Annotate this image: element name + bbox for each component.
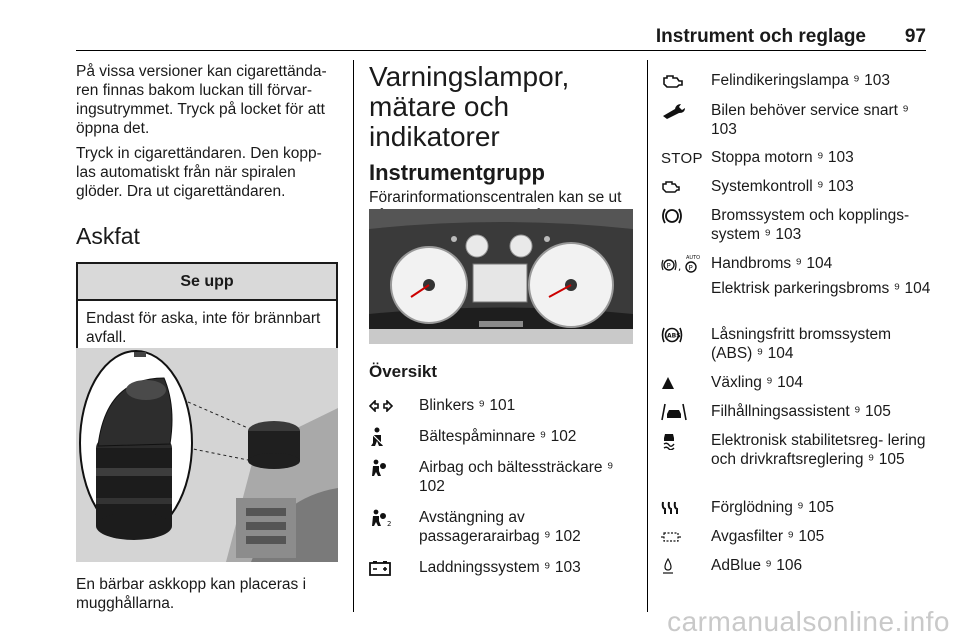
left-column (76, 62, 338, 359)
list-item-text: Blinkers ⁹ 101 (419, 397, 516, 414)
list-item-text: Bilen behöver service snart ⁹ 103 (711, 102, 909, 138)
list-item-text: Stoppa motorn ⁹ 103 (711, 149, 854, 166)
airbag-off-icon (369, 508, 413, 528)
engine-malfunction-icon (661, 71, 705, 91)
middle-column (369, 62, 633, 232)
list-item (369, 396, 639, 427)
glow-plug-icon (661, 498, 705, 518)
caution-text: Endast för aska, inte för brännbart avfall. (86, 310, 321, 346)
svg-text:P: P (688, 264, 693, 272)
list-item-text: Förglödning ⁹ 105 (711, 499, 834, 516)
stop-text: STOP (661, 149, 703, 167)
svg-text:P: P (666, 262, 671, 270)
list-item-text: Bromssystem och kopplings- system ⁹ 103 (711, 207, 910, 243)
lane-assist-icon (661, 402, 705, 422)
header-title: Instrument och reglage (655, 26, 866, 47)
intro-paragraph: Förarinformationscentralen kan se ut (369, 189, 622, 206)
abs-icon (661, 325, 705, 345)
paragraph: På vissa versioner kan cigarettända- ren finnas bakom luckan till förvar- ingsutrymmet. Tryck på locket för att öppna det. (76, 63, 327, 137)
page-number: 97 (904, 26, 926, 47)
indicator-list (661, 71, 931, 578)
svg-text:AUTO: AUTO (686, 255, 701, 261)
list-item-text: Bältespåminnare ⁹ 102 (419, 428, 577, 445)
svg-text:,: , (678, 262, 682, 273)
turn-signal-icon (369, 396, 413, 416)
list-item (661, 498, 931, 527)
seatbelt-icon (369, 427, 413, 447)
list-item-text: Airbag och bältessträckare ⁹ 102 (419, 459, 614, 495)
list-item (369, 508, 639, 558)
paragraph: Tryck in cigarettändaren. Den kopp- las automatiskt från när spiralen glöder. Dra ut cigarettändaren. (76, 145, 322, 200)
list-item (369, 427, 639, 458)
system-check-icon (661, 177, 705, 197)
list-item-text: Låsningsfritt bromssystem (ABS) ⁹ 104 (711, 326, 892, 362)
exhaust-filter-icon (661, 527, 705, 547)
column-divider (647, 60, 648, 612)
instrument-cluster-illustration (369, 209, 633, 344)
list-item-text: AdBlue ⁹ 106 (711, 557, 803, 574)
adblue-icon (661, 556, 705, 576)
list-item-text: Elektronisk stabilitetsreg- lering och drivkraftsreglering ⁹ 105 (711, 432, 926, 468)
indicator-list (369, 396, 639, 580)
image-caption: En bärbar askkopp kan placeras i mugghållarna. (76, 576, 307, 612)
list-item (661, 325, 931, 373)
list-item (661, 71, 931, 101)
ashtray-illustration (76, 348, 338, 562)
header-rule (76, 50, 926, 51)
airbag-icon (369, 458, 413, 478)
list-item-text: Laddningssystem ⁹ 103 (419, 559, 581, 576)
list-item (369, 458, 639, 508)
list-item (661, 254, 931, 273)
wrench-icon (661, 101, 705, 121)
parking-brake-icon (661, 254, 705, 274)
list-item (661, 556, 931, 578)
list-item (369, 558, 639, 580)
list-item (661, 101, 931, 148)
list-item (661, 206, 931, 254)
list-item (661, 148, 931, 177)
list-item-text: Filhållningsassistent ⁹ 105 (711, 403, 891, 420)
section-heading: Askfat (76, 223, 140, 249)
watermark: carmanualsonline.info (667, 606, 950, 637)
overview-heading: Översikt (369, 362, 438, 381)
list-item (661, 373, 931, 402)
brake-system-icon (661, 206, 705, 226)
list-item (661, 431, 931, 498)
list-item-text: Avstängning av passagerarairbag ⁹ 102 (419, 509, 581, 545)
list-item-text: Växling ⁹ 104 (711, 374, 803, 391)
list-item-text: Avgasfilter ⁹ 105 (711, 528, 825, 545)
stability-control-icon (661, 431, 705, 451)
gear-shift-icon (661, 373, 705, 393)
list-item (661, 177, 931, 206)
battery-icon (369, 558, 413, 578)
list-item-text: Felindikeringslampa ⁹ 103 (711, 72, 890, 89)
page-header (76, 26, 926, 52)
svg-text:ABS: ABS (667, 332, 681, 340)
chapter-title: Varningslampor, mätare och indikatorer (369, 61, 570, 152)
section-title: Instrumentgrupp (369, 160, 545, 185)
column-divider (353, 60, 354, 612)
list-item (661, 527, 931, 556)
list-item-text: Handbroms ⁹ 104 (711, 255, 833, 272)
list-item-text: Systemkontroll ⁹ 103 (711, 178, 854, 195)
list-item-subtext: Elektrisk parkeringsbroms ⁹ 104 (711, 280, 931, 297)
caution-box (76, 262, 338, 359)
svg-text:2: 2 (387, 520, 392, 527)
list-item (661, 402, 931, 431)
caution-title: Se upp (78, 264, 336, 301)
